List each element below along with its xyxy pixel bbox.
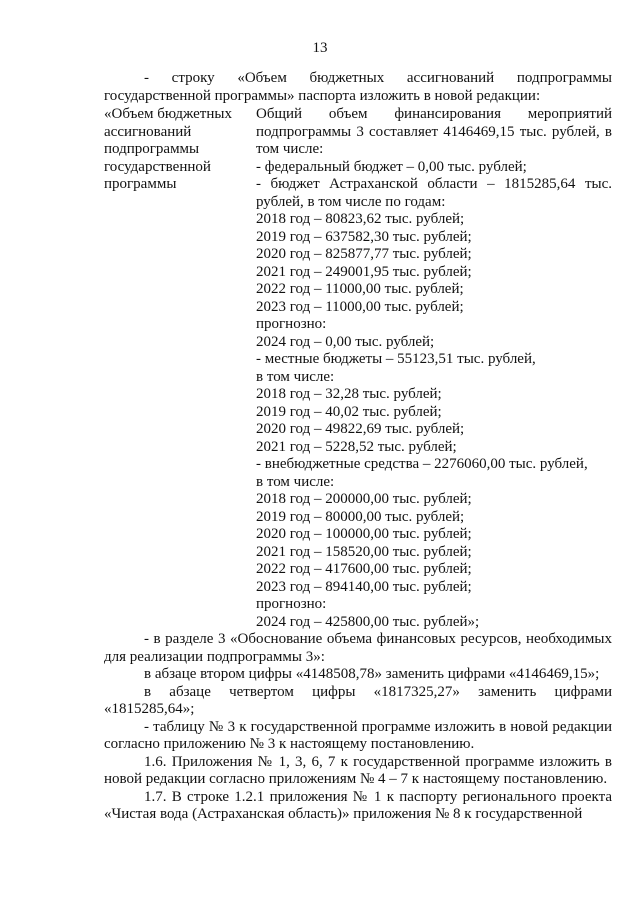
financing-line: прогнозно: [256, 316, 327, 332]
clause-1-6: 1.6. Приложения № 1, 3, 6, 7 к государственной программе изложить в новой редакции согласно приложениям № 4 – 7 к настоящему постановлению. [104, 753, 612, 787]
financing-line: 2024 год – 0,00 тыс. рублей; [256, 333, 435, 350]
financing-line: 2018 год – 80823,62 тыс. рублей; [256, 211, 465, 227]
paragraph-fourth-replacement-value: «1815285,64»; [104, 701, 195, 717]
financing-line: 2020 год – 825877,77 тыс. рублей; [256, 246, 472, 262]
passport-row [104, 106, 612, 631]
financing-line: 2021 год – 158520,00 тыс. рублей; [256, 543, 472, 560]
clause-1-7: 1.7. В строке 1.2.1 приложения № 1 к паспорту регионального проекта «Чистая вода (Астраханская область)» приложения № 8 к государственной [104, 788, 612, 822]
financing-line: 2020 год – 49822,69 тыс. рублей; [256, 421, 465, 437]
row-value [256, 106, 612, 631]
financing-line: 2019 год – 637582,30 тыс. рублей; [256, 228, 472, 245]
section3-paragraph: - в разделе 3 «Обоснование объема финансовых ресурсов, необходимых для реализации подпрограммы 3»: [104, 631, 612, 665]
financing-line: - внебюджетные средства – 2276060,00 тыс. рублей, [256, 456, 588, 472]
financing-lines [256, 159, 612, 632]
financing-line: - местные бюджеты – 55123,51 тыс. рублей, [256, 351, 536, 367]
financing-line: 2019 год – 40,02 тыс. рублей; [256, 403, 442, 420]
financing-line: 2022 год – 11000,00 тыс. рублей; [256, 281, 464, 297]
intro-paragraph: - строку «Объем бюджетных ассигнований подпрограммы государственной программы» паспорта изложить в новой редакции: [104, 70, 612, 104]
financing-line: 2020 год – 100000,00 тыс. рублей; [256, 526, 472, 542]
document-body [104, 70, 612, 824]
financing-line: 2018 год – 32,28 тыс. рублей; [256, 386, 442, 402]
financing-line: - бюджет Астраханской области – 1815285,64 тыс. рублей, в том числе по годам: [256, 176, 612, 210]
financing-line: 2021 год – 249001,95 тыс. рублей; [256, 263, 472, 280]
total-financing: Общий объем финансирования мероприятий подпрограммы 3 составляет 4146469,15 тыс. рублей, в том числе: [256, 106, 612, 157]
financing-line: 2023 год – 11000,00 тыс. рублей; [256, 298, 464, 315]
financing-line: в том числе: [256, 368, 335, 385]
financing-line: 2024 год – 425800,00 тыс. рублей»; [256, 613, 480, 630]
paragraph-second-replacement: в абзаце втором цифры «4148508,78» заменить цифрами «4146469,15»; [144, 666, 600, 682]
financing-line: 2019 год – 80000,00 тыс. рублей; [256, 508, 465, 525]
financing-line: прогнозно: [256, 596, 327, 612]
row-label: «Объем бюджетных ассигнований подпрограммы государственной программы [104, 106, 232, 192]
financing-line: 2021 год – 5228,52 тыс. рублей; [256, 438, 457, 455]
financing-line: 2023 год – 894140,00 тыс. рублей; [256, 578, 472, 595]
financing-line: 2022 год – 417600,00 тыс. рублей; [256, 561, 472, 577]
table3-paragraph: - таблицу № 3 к государственной программе изложить в новой редакции согласно приложению № 3 к настоящему постановлению. [104, 718, 612, 752]
financing-line: - федеральный бюджет – 0,00 тыс. рублей; [256, 158, 527, 175]
paragraph-fourth-replacement: в абзаце четвертом цифры «1817325,27» заменить цифрами [144, 683, 612, 700]
financing-line: 2018 год – 200000,00 тыс. рублей; [256, 491, 472, 507]
page-number: 13 [312, 40, 328, 56]
financing-line: в том числе: [256, 473, 335, 490]
